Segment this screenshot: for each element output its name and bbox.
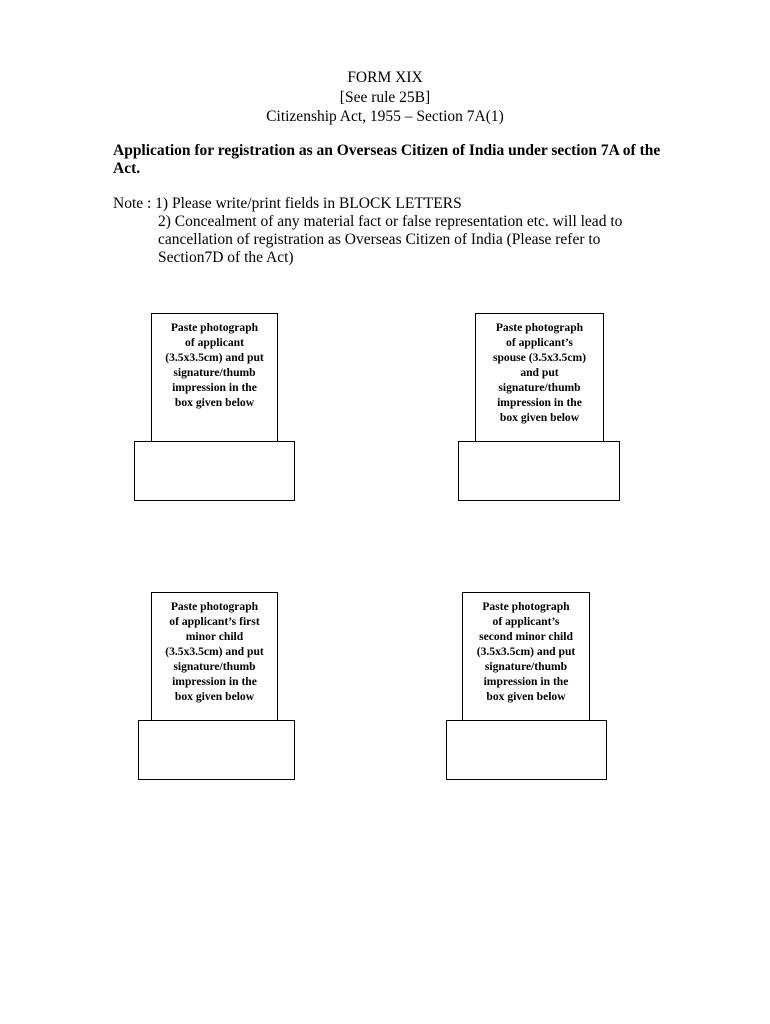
form-header <box>0 68 770 127</box>
second-child-photo-box[interactable] <box>462 592 590 723</box>
spouse-signature-box[interactable] <box>458 441 620 501</box>
first-child-signature-box[interactable] <box>138 720 295 780</box>
note-line-2: 2) Concealment of any material fact or false representation etc. will lead to cancellation of registration as Overseas Citizen of India (Please refer to Section7D of the Act) <box>158 213 623 266</box>
form-number: FORM XIX <box>347 69 423 86</box>
first-child-photo-caption: Paste photograph of applicant’s first minor child (3.5x3.5cm) and put signature/thumb impression in the box given below <box>165 600 264 703</box>
spouse-photo-box[interactable] <box>475 313 604 443</box>
applicant-photo-box[interactable] <box>151 313 278 443</box>
first-child-photo-box[interactable] <box>151 592 278 723</box>
spouse-photo-caption: Paste photograph of applicant’s spouse (3.5x3.5cm) and put signature/thumb impression in the box given below <box>492 321 587 424</box>
note-section <box>113 195 628 267</box>
note-line-1: Note : 1) Please write/print fields in BLOCK LETTERS <box>113 195 462 212</box>
application-title: Application for registration as an Overseas Citizen of India under section 7A of the Act. <box>113 142 661 177</box>
rule-reference: [See rule 25B] <box>339 88 431 106</box>
second-child-signature-box[interactable] <box>446 720 607 780</box>
applicant-signature-box[interactable] <box>134 441 295 501</box>
applicant-photo-caption: Paste photograph of applicant (3.5x3.5cm) and put signature/thumb impression in the box given below <box>165 321 264 409</box>
second-child-photo-caption: Paste photograph of applicant’s second minor child (3.5x3.5cm) and put signature/thumb impression in the box given below <box>476 600 576 703</box>
act-reference: Citizenship Act, 1955 – Section 7A(1) <box>266 108 504 125</box>
